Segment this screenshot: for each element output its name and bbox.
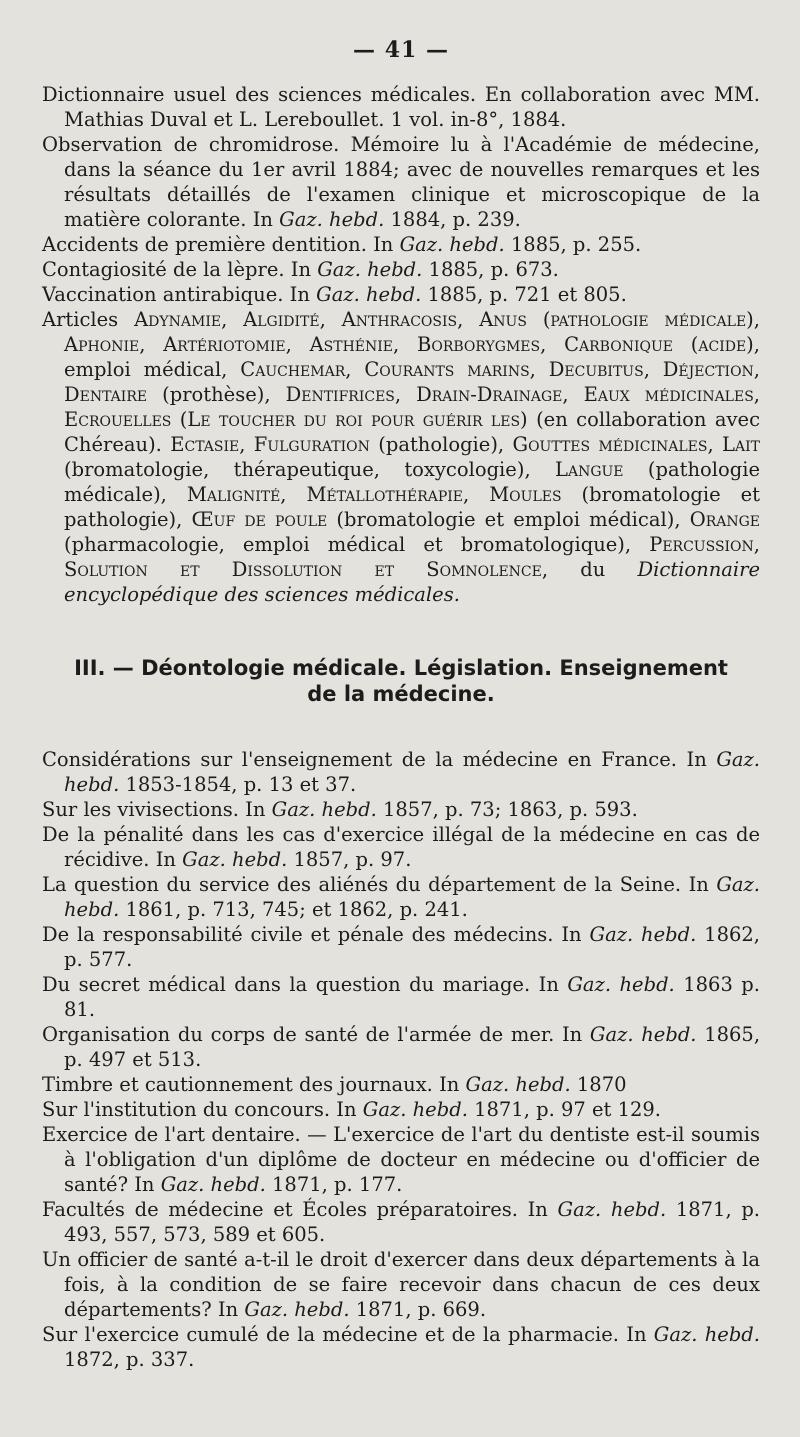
entry-smallcaps-text: Adynamie, Algidité, Anthracosis, Anus (pathologie médicale), Aphonie, Artériotomie, Asthénie, Borborygmes, Carbonique (acide)	[64, 308, 760, 356]
entry-text: Timbre et cautionnement des journaux. In	[42, 1073, 466, 1096]
entry-text: Sur les vivisections. In	[42, 798, 272, 821]
entry-text: , du	[541, 558, 638, 581]
entry-text: De la responsabilité civile et pénale des médecins. In	[42, 923, 590, 946]
entry-text: 1871, p. 177.	[265, 1173, 403, 1196]
entry-text: Sur l'institution du concours. In	[42, 1098, 363, 1121]
bibliography-entry	[42, 132, 760, 232]
entry-text: Facultés de médecine et Écoles préparatoires. In	[42, 1198, 558, 1221]
entry-italic-text: Gaz. hebd.	[64, 873, 760, 921]
entry-italic-text: Gaz. hebd.	[589, 923, 697, 946]
bibliography-entry	[42, 822, 760, 872]
entry-italic-text: Gaz. hebd.	[465, 1073, 571, 1096]
entry-italic-text: Gaz. hebd.	[182, 848, 288, 871]
entry-smallcaps-text: Cauchemar, Courants marins, Decubitus, Déjection, Dentaire	[64, 358, 760, 406]
entry-smallcaps-text: Œuf de poule	[191, 508, 328, 531]
entry-text: (bromatologie et pathologie),	[64, 483, 760, 531]
bibliography-entry	[42, 1022, 760, 1072]
entry-text: Vaccination antirabique. In	[42, 283, 317, 306]
entry-text: (bromatologie, thérapeutique, toxycologie),	[64, 458, 556, 481]
entry-text: Accidents de première dentition. In	[42, 233, 400, 256]
entry-text: Dictionnaire usuel des sciences médicales. En collaboration avec MM. Mathias Duval et L. Lereboullet. 1 vol. in-8°, 1884.	[42, 83, 760, 131]
entry-italic-text: Gaz. hebd.	[567, 973, 675, 996]
entry-text: 1885, p. 673.	[422, 258, 559, 281]
entry-text: (pathologie),	[369, 433, 513, 456]
entry-text: 1872, p. 337.	[64, 1348, 195, 1371]
entry-text: , emploi médical,	[64, 333, 760, 381]
entry-italic-text: Gaz. hebd.	[317, 258, 423, 281]
entry-italic-text: Dictionnaire encyclopédique des sciences médicales.	[64, 558, 760, 606]
entry-italic-text: Gaz. hebd.	[557, 1198, 667, 1221]
entry-text: 1885, p. 255.	[504, 233, 642, 256]
entry-text: 1861, p. 713, 745; et 1862, p. 241.	[119, 898, 468, 921]
entry-text: (bromatologie et emploi médical),	[327, 508, 690, 531]
entry-italic-text: Gaz. hebd.	[653, 1323, 760, 1346]
entry-text: (en collaboration avec Chéreau).	[64, 408, 760, 456]
bibliography-entry	[42, 1122, 760, 1197]
entry-text: 1870	[570, 1073, 627, 1096]
entry-smallcaps-text: Gouttes médicinales, Lait	[512, 433, 760, 456]
bibliography-entry	[42, 872, 760, 922]
entry-text: 1871, p. 669.	[349, 1298, 487, 1321]
bibliography-entry	[42, 232, 760, 257]
entry-text: Considérations sur l'enseignement de la médecine en France. In	[42, 748, 717, 771]
bibliography-entry	[42, 82, 760, 132]
entry-smallcaps-text: Orange	[689, 508, 761, 531]
entry-text: Contagiosité de la lèpre. In	[42, 258, 318, 281]
entry-text: Exercice de l'art dentaire. — L'exercice de l'art du dentiste est-il soumis à l'obligation d'un diplôme de docteur en médecine ou d'officier de santé? In	[42, 1123, 760, 1196]
bibliography-entry	[42, 1322, 760, 1372]
entry-text: Articles	[42, 308, 135, 331]
bibliography-entry	[42, 1072, 760, 1097]
bibliography-entry	[42, 1097, 760, 1122]
bibliography-entry	[42, 1197, 760, 1247]
entry-text: 1857, p. 73; 1863, p. 593.	[376, 798, 638, 821]
entry-italic-text: Gaz. hebd.	[244, 1298, 350, 1321]
entry-smallcaps-text: Malignité, Métallothérapie, Moules	[186, 483, 562, 506]
page-number: — 41 —	[353, 37, 449, 63]
entry-italic-text: Gaz. hebd.	[316, 283, 422, 306]
bibliography-list-works	[42, 82, 760, 607]
entry-smallcaps-text: Ectasie, Fulguration	[170, 433, 370, 456]
entry-text: 1884, p. 239.	[384, 208, 521, 231]
entry-italic-text: Gaz. hebd.	[271, 798, 377, 821]
entry-text: Observation de chromidrose. Mémoire lu à l'Académie de médecine, dans la séance du 1er avril 1884; avec de nouvelles remarques et les résultats détaillés de l'examen clinique et microscopique de la matière colorante. In	[42, 133, 760, 231]
entry-italic-text: Gaz. hebd.	[399, 233, 505, 256]
entry-text: 1871, p. 493, 557, 573, 589 et 605.	[64, 1198, 760, 1246]
entry-text: 1871, p. 97 et 129.	[467, 1098, 661, 1121]
bibliography-entry	[42, 972, 760, 1022]
entry-text: Organisation du corps de santé de l'armée de mer. In	[42, 1023, 590, 1046]
entry-italic-text: Gaz. hebd.	[64, 748, 760, 796]
entry-italic-text: Gaz. hebd.	[279, 208, 385, 231]
bibliography-list-deontology	[42, 747, 760, 1372]
entry-smallcaps-text: Dentifrices, Drain-Drainage, Eaux médicinales, Ecrouelles (Le toucher du roi pour guérir les)	[64, 383, 760, 431]
entry-text: 1865, p. 497 et 513.	[64, 1023, 761, 1071]
bibliography-entry	[42, 257, 760, 282]
section-heading-line-1: III. — Déontologie médicale. Législation. Enseignement	[74, 656, 728, 680]
bibliography-entry	[42, 1247, 760, 1322]
entry-text: 1857, p. 97.	[287, 848, 412, 871]
bibliography-entry	[42, 797, 760, 822]
bibliography-entry	[42, 282, 760, 307]
bibliography-entry	[42, 922, 760, 972]
bibliography-entry	[42, 307, 760, 607]
entry-text: (pharmacologie, emploi médical et bromatologique),	[64, 533, 650, 556]
entry-smallcaps-text: Langue	[555, 458, 624, 481]
entry-smallcaps-text: Percussion, Solution et Dissolution et Somnolence	[64, 533, 760, 581]
entry-text: 1862, p. 577.	[64, 923, 761, 971]
entry-italic-text: Gaz. hebd.	[362, 1098, 468, 1121]
entry-text: (pathologie médicale),	[64, 458, 760, 506]
entry-text: Du secret médical dans la question du mariage. In	[42, 973, 568, 996]
entry-text: 1885, p. 721 et 805.	[421, 283, 627, 306]
entry-text: 1853-1854, p. 13 et 37.	[119, 773, 357, 796]
section-heading	[42, 655, 760, 707]
entry-italic-text: Gaz. hebd.	[160, 1173, 266, 1196]
entry-italic-text: Gaz. hebd.	[589, 1023, 697, 1046]
entry-text: (prothèse),	[147, 383, 286, 406]
section-heading-line-2: de la médecine.	[307, 682, 495, 706]
entry-text: 1863 p. 81.	[64, 973, 760, 1021]
entry-text: Sur l'exercice cumulé de la médecine et de la pharmacie. In	[42, 1323, 654, 1346]
bibliography-entry	[42, 747, 760, 797]
entry-text: De la pénalité dans les cas d'exercice illégal de la médecine en cas de récidive. In	[42, 823, 760, 871]
entry-text: La question du service des aliénés du département de la Seine. In	[42, 873, 717, 896]
entry-text: Un officier de santé a-t-il le droit d'exercer dans deux départements à la fois, à la condition de se faire recevoir dans chacun de ces deux départements? In	[42, 1248, 760, 1321]
